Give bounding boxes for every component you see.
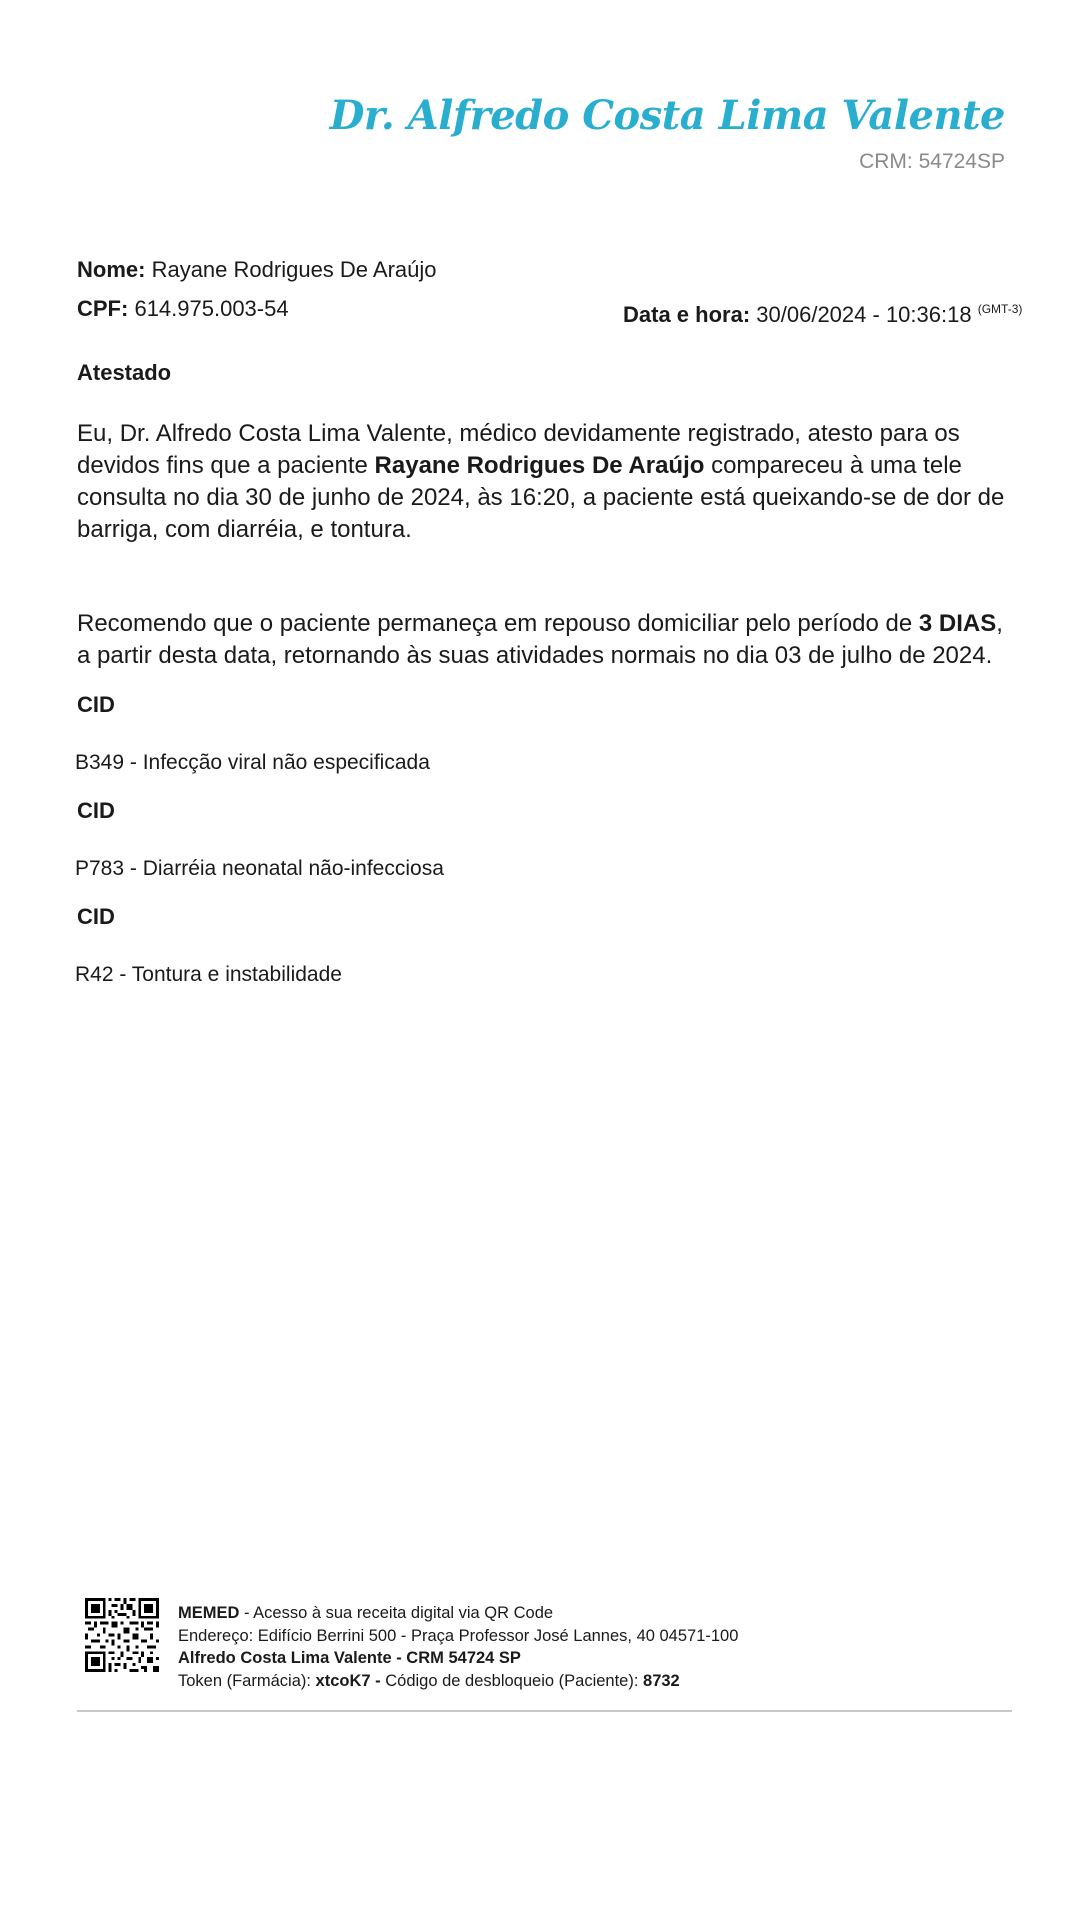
cid-title-2: CID: [77, 798, 115, 823]
patient-name-label: Nome:: [77, 257, 146, 282]
para2-text-a: Recomendo que o paciente permaneça em repouso domiciliar pelo período de: [77, 610, 919, 637]
para1-text-a: Eu, Dr. Alfredo Costa Lima Valente, médico devidamente registrado, atesto para os devidos fins que a paciente: [77, 420, 960, 479]
para2-rest-days: 3 DIAS: [918, 610, 997, 637]
cid-title-3: CID: [77, 904, 115, 929]
footer-line-1: [178, 1602, 738, 1625]
certificate-paragraph-1: [77, 418, 1012, 546]
cid-item-2: P783 - Diarréia neonatal não-infecciosa: [75, 857, 444, 880]
para2-text-b: , a partir desta data, retornando às suas atividades normais no dia 03 de julho de 2024.: [77, 610, 1003, 669]
certificate-paragraph-2: [77, 608, 1012, 672]
certificate-title: Atestado: [77, 360, 172, 385]
patient-name-row: [77, 257, 437, 283]
doctor-name: Dr. Alfredo Costa Lima Valente: [329, 92, 1005, 139]
datetime-value: 30/06/2024 - 10:36:18: [756, 302, 972, 327]
footer-brand-desc: - Acesso à sua receita digital via QR Code: [239, 1604, 554, 1622]
para1-text-b: compareceu à uma tele consulta no dia 30 de junho de 2024, às 16:20, a paciente está queixando-se de dor de barriga, com diarréia, e tontura.: [77, 452, 1005, 543]
patient-cpf-value: 614.975.003-54: [134, 296, 289, 321]
unlock-label: Código de desbloqueio (Paciente):: [385, 1671, 644, 1690]
footer: [77, 1590, 1012, 1712]
footer-text: [178, 1602, 738, 1692]
cid-item-1: B349 - Infecção viral não especificada: [75, 751, 430, 774]
cid-item-3: R42 - Tontura e instabilidade: [75, 963, 342, 986]
patient-name-value: Rayane Rodrigues De Araújo: [151, 257, 437, 282]
token-separator: -: [370, 1671, 386, 1690]
cid-title-1: CID: [77, 692, 115, 717]
footer-doctor-line: [178, 1647, 738, 1670]
footer-address: Endereço: Edifício Berrini 500 - Praça Professor José Lannes, 40 04571-100: [178, 1626, 739, 1645]
qr-code-icon[interactable]: [85, 1598, 159, 1672]
timezone: (GMT-3): [977, 302, 1023, 316]
datetime-label: Data e hora:: [623, 302, 751, 327]
footer-brand: MEMED: [178, 1604, 240, 1622]
patient-cpf-label: CPF:: [77, 296, 129, 321]
datetime-row: [623, 302, 1022, 328]
patient-cpf-row: [77, 296, 289, 322]
unlock-value: 8732: [643, 1671, 680, 1690]
doctor-crm: CRM: 54724SP: [859, 150, 1005, 173]
footer-doctor-text: Alfredo Costa Lima Valente - CRM 54724 SP: [178, 1649, 521, 1667]
token-value: xtcoK7: [315, 1671, 371, 1690]
token-label: Token (Farmácia):: [178, 1671, 316, 1690]
para1-patient-name: Rayane Rodrigues De Araújo: [374, 452, 705, 479]
footer-token-line: [178, 1670, 738, 1693]
